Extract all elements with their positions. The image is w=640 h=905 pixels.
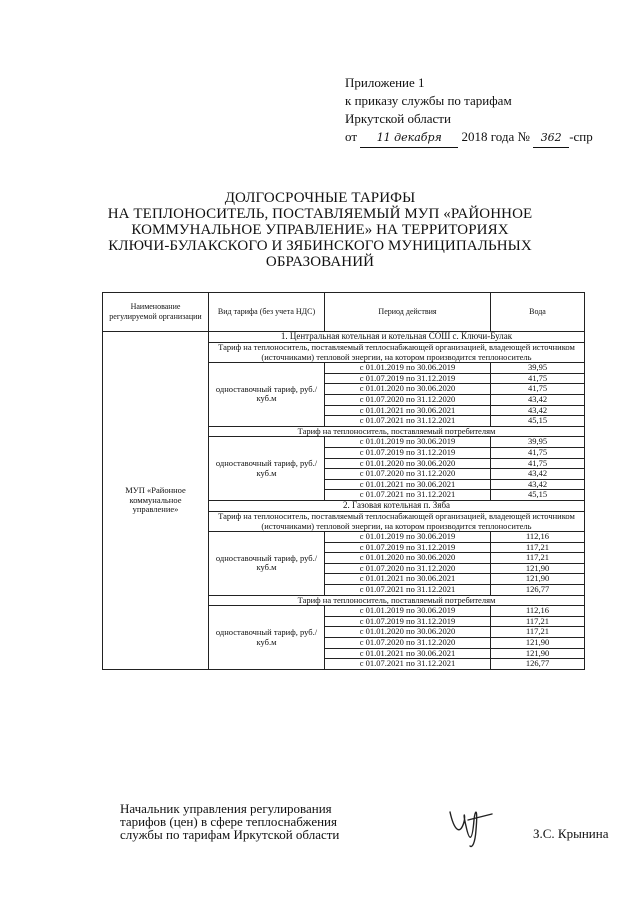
water-value-cell: 112,16 <box>491 606 585 617</box>
tariff-table-body <box>103 332 585 670</box>
appendix-line-3: Иркутской области <box>345 111 451 126</box>
order-number-suffix: -спр <box>569 129 593 144</box>
water-value-cell: 126,77 <box>491 585 585 596</box>
water-value-cell: 41,75 <box>491 458 585 469</box>
header-period: Период действия <box>325 293 491 332</box>
appendix-from: от <box>345 129 358 144</box>
tariff-subheader: Тариф на теплоноситель, поставляемый потребителям <box>209 595 585 606</box>
water-value-cell: 43,42 <box>491 394 585 405</box>
period-cell: с 01.07.2020 по 31.12.2020 <box>325 394 491 405</box>
signer-name: З.С. Крынина <box>533 826 609 841</box>
period-cell: с 01.07.2021 по 31.12.2021 <box>325 416 491 427</box>
tariff-subheader: Тариф на теплоноситель, поставляемый теплоснабжающей организацией, владеющей источником (источниками) тепловой энергии, на котором производится теплоноситель <box>209 343 585 363</box>
water-value-cell: 41,75 <box>491 447 585 458</box>
water-value-cell: 121,90 <box>491 648 585 659</box>
appendix-block <box>345 74 593 148</box>
period-cell: с 01.07.2021 по 31.12.2021 <box>325 490 491 501</box>
water-value-cell: 45,15 <box>491 490 585 501</box>
period-cell: с 01.01.2021 по 30.06.2021 <box>325 405 491 416</box>
period-cell: с 01.07.2020 по 31.12.2020 <box>325 469 491 480</box>
period-cell: с 01.01.2019 по 30.06.2019 <box>325 606 491 617</box>
handwritten-signature-icon <box>442 800 502 850</box>
water-value-cell: 39,95 <box>491 437 585 448</box>
signer-title <box>120 802 339 841</box>
period-cell: с 01.01.2021 по 30.06.2021 <box>325 648 491 659</box>
water-value-cell: 43,42 <box>491 469 585 480</box>
title-line-1: ДОЛГОСРОЧНЫЕ ТАРИФЫ <box>224 190 416 206</box>
period-cell: с 01.01.2020 по 30.06.2020 <box>325 458 491 469</box>
period-cell: с 01.01.2020 по 30.06.2020 <box>325 553 491 564</box>
period-cell: с 01.07.2019 по 31.12.2019 <box>325 542 491 553</box>
header-org: Наименование регулируемой организации <box>103 293 209 332</box>
tariff-kind: одноставочный тариф, руб./куб.м <box>209 437 325 501</box>
signer-line-3: службы по тарифам Иркутской области <box>120 827 340 842</box>
section-title: 2. Газовая котельная п. Зяба <box>209 500 585 511</box>
period-cell: с 01.01.2020 по 30.06.2020 <box>325 627 491 638</box>
period-cell: с 01.01.2021 по 30.06.2021 <box>325 574 491 585</box>
period-cell: с 01.07.2019 по 31.12.2019 <box>325 616 491 627</box>
appendix-line-1: Приложение 1 <box>345 75 425 90</box>
tariff-subheader: Тариф на теплоноситель, поставляемый потребителям <box>209 426 585 437</box>
water-value-cell: 43,42 <box>491 479 585 490</box>
period-cell: с 01.01.2019 по 30.06.2019 <box>325 363 491 374</box>
title-line-5: ОБРАЗОВАНИЙ <box>265 254 375 270</box>
period-cell: с 01.01.2019 по 30.06.2019 <box>325 437 491 448</box>
period-cell: с 01.01.2020 по 30.06.2020 <box>325 384 491 395</box>
header-kind: Вид тарифа (без учета НДС) <box>209 293 325 332</box>
water-value-cell: 39,95 <box>491 363 585 374</box>
organization-name: МУП «Районное коммунальное управление» <box>103 332 209 670</box>
water-value-cell: 45,15 <box>491 416 585 427</box>
water-value-cell: 117,21 <box>491 616 585 627</box>
water-value-cell: 41,75 <box>491 373 585 384</box>
tariff-kind: одноставочный тариф, руб./куб.м <box>209 606 325 670</box>
header-water: Вода <box>491 293 585 332</box>
water-value-cell: 117,21 <box>491 542 585 553</box>
water-value-cell: 112,16 <box>491 532 585 543</box>
period-cell: с 01.07.2021 по 31.12.2021 <box>325 659 491 670</box>
water-value-cell: 126,77 <box>491 659 585 670</box>
signer-line-2: тарифов (цен) в сфере теплоснабжения <box>120 814 337 829</box>
tariff-subheader: Тариф на теплоноситель, поставляемый теплоснабжающей организацией, владеющей источником (источниками) тепловой энергии, на котором производится теплоноситель <box>209 511 585 531</box>
order-date-handwritten: 11 декабря <box>360 129 458 148</box>
appendix-order-line <box>345 128 593 148</box>
appendix-line-2: к приказу службы по тарифам <box>345 93 512 108</box>
order-year-text: 2018 года № <box>461 129 530 144</box>
title-line-2: НА ТЕПЛОНОСИТЕЛЬ, ПОСТАВЛЯЕМЫЙ МУП «РАЙОННОЕ <box>107 206 533 222</box>
period-cell: с 01.01.2019 по 30.06.2019 <box>325 532 491 543</box>
water-value-cell: 121,90 <box>491 563 585 574</box>
period-cell: с 01.07.2020 по 31.12.2020 <box>325 638 491 649</box>
document-title <box>100 190 540 270</box>
period-cell: с 01.07.2019 по 31.12.2019 <box>325 373 491 384</box>
title-line-4: КЛЮЧИ-БУЛАКСКОГО И ЗЯБИНСКОГО МУНИЦИПАЛЬНЫХ <box>108 238 532 254</box>
tariff-kind: одноставочный тариф, руб./куб.м <box>209 532 325 596</box>
title-line-3: КОММУНАЛЬНОЕ УПРАВЛЕНИЕ» НА ТЕРРИТОРИЯХ <box>131 222 509 238</box>
water-value-cell: 121,90 <box>491 574 585 585</box>
tariff-table <box>102 292 585 670</box>
order-number-handwritten: 362 <box>533 129 569 148</box>
tariff-kind: одноставочный тариф, руб./куб.м <box>209 363 325 427</box>
period-cell: с 01.07.2020 по 31.12.2020 <box>325 563 491 574</box>
water-value-cell: 117,21 <box>491 553 585 564</box>
water-value-cell: 43,42 <box>491 405 585 416</box>
section-row <box>103 332 585 343</box>
water-value-cell: 117,21 <box>491 627 585 638</box>
period-cell: с 01.01.2021 по 30.06.2021 <box>325 479 491 490</box>
period-cell: с 01.07.2019 по 31.12.2019 <box>325 447 491 458</box>
water-value-cell: 41,75 <box>491 384 585 395</box>
table-header-row <box>103 293 585 332</box>
water-value-cell: 121,90 <box>491 638 585 649</box>
section-title: 1. Центральная котельная и котельная СОШ с. Ключи-Булак <box>209 332 585 343</box>
signer-line-1: Начальник управления регулирования <box>120 801 332 816</box>
period-cell: с 01.07.2021 по 31.12.2021 <box>325 585 491 596</box>
